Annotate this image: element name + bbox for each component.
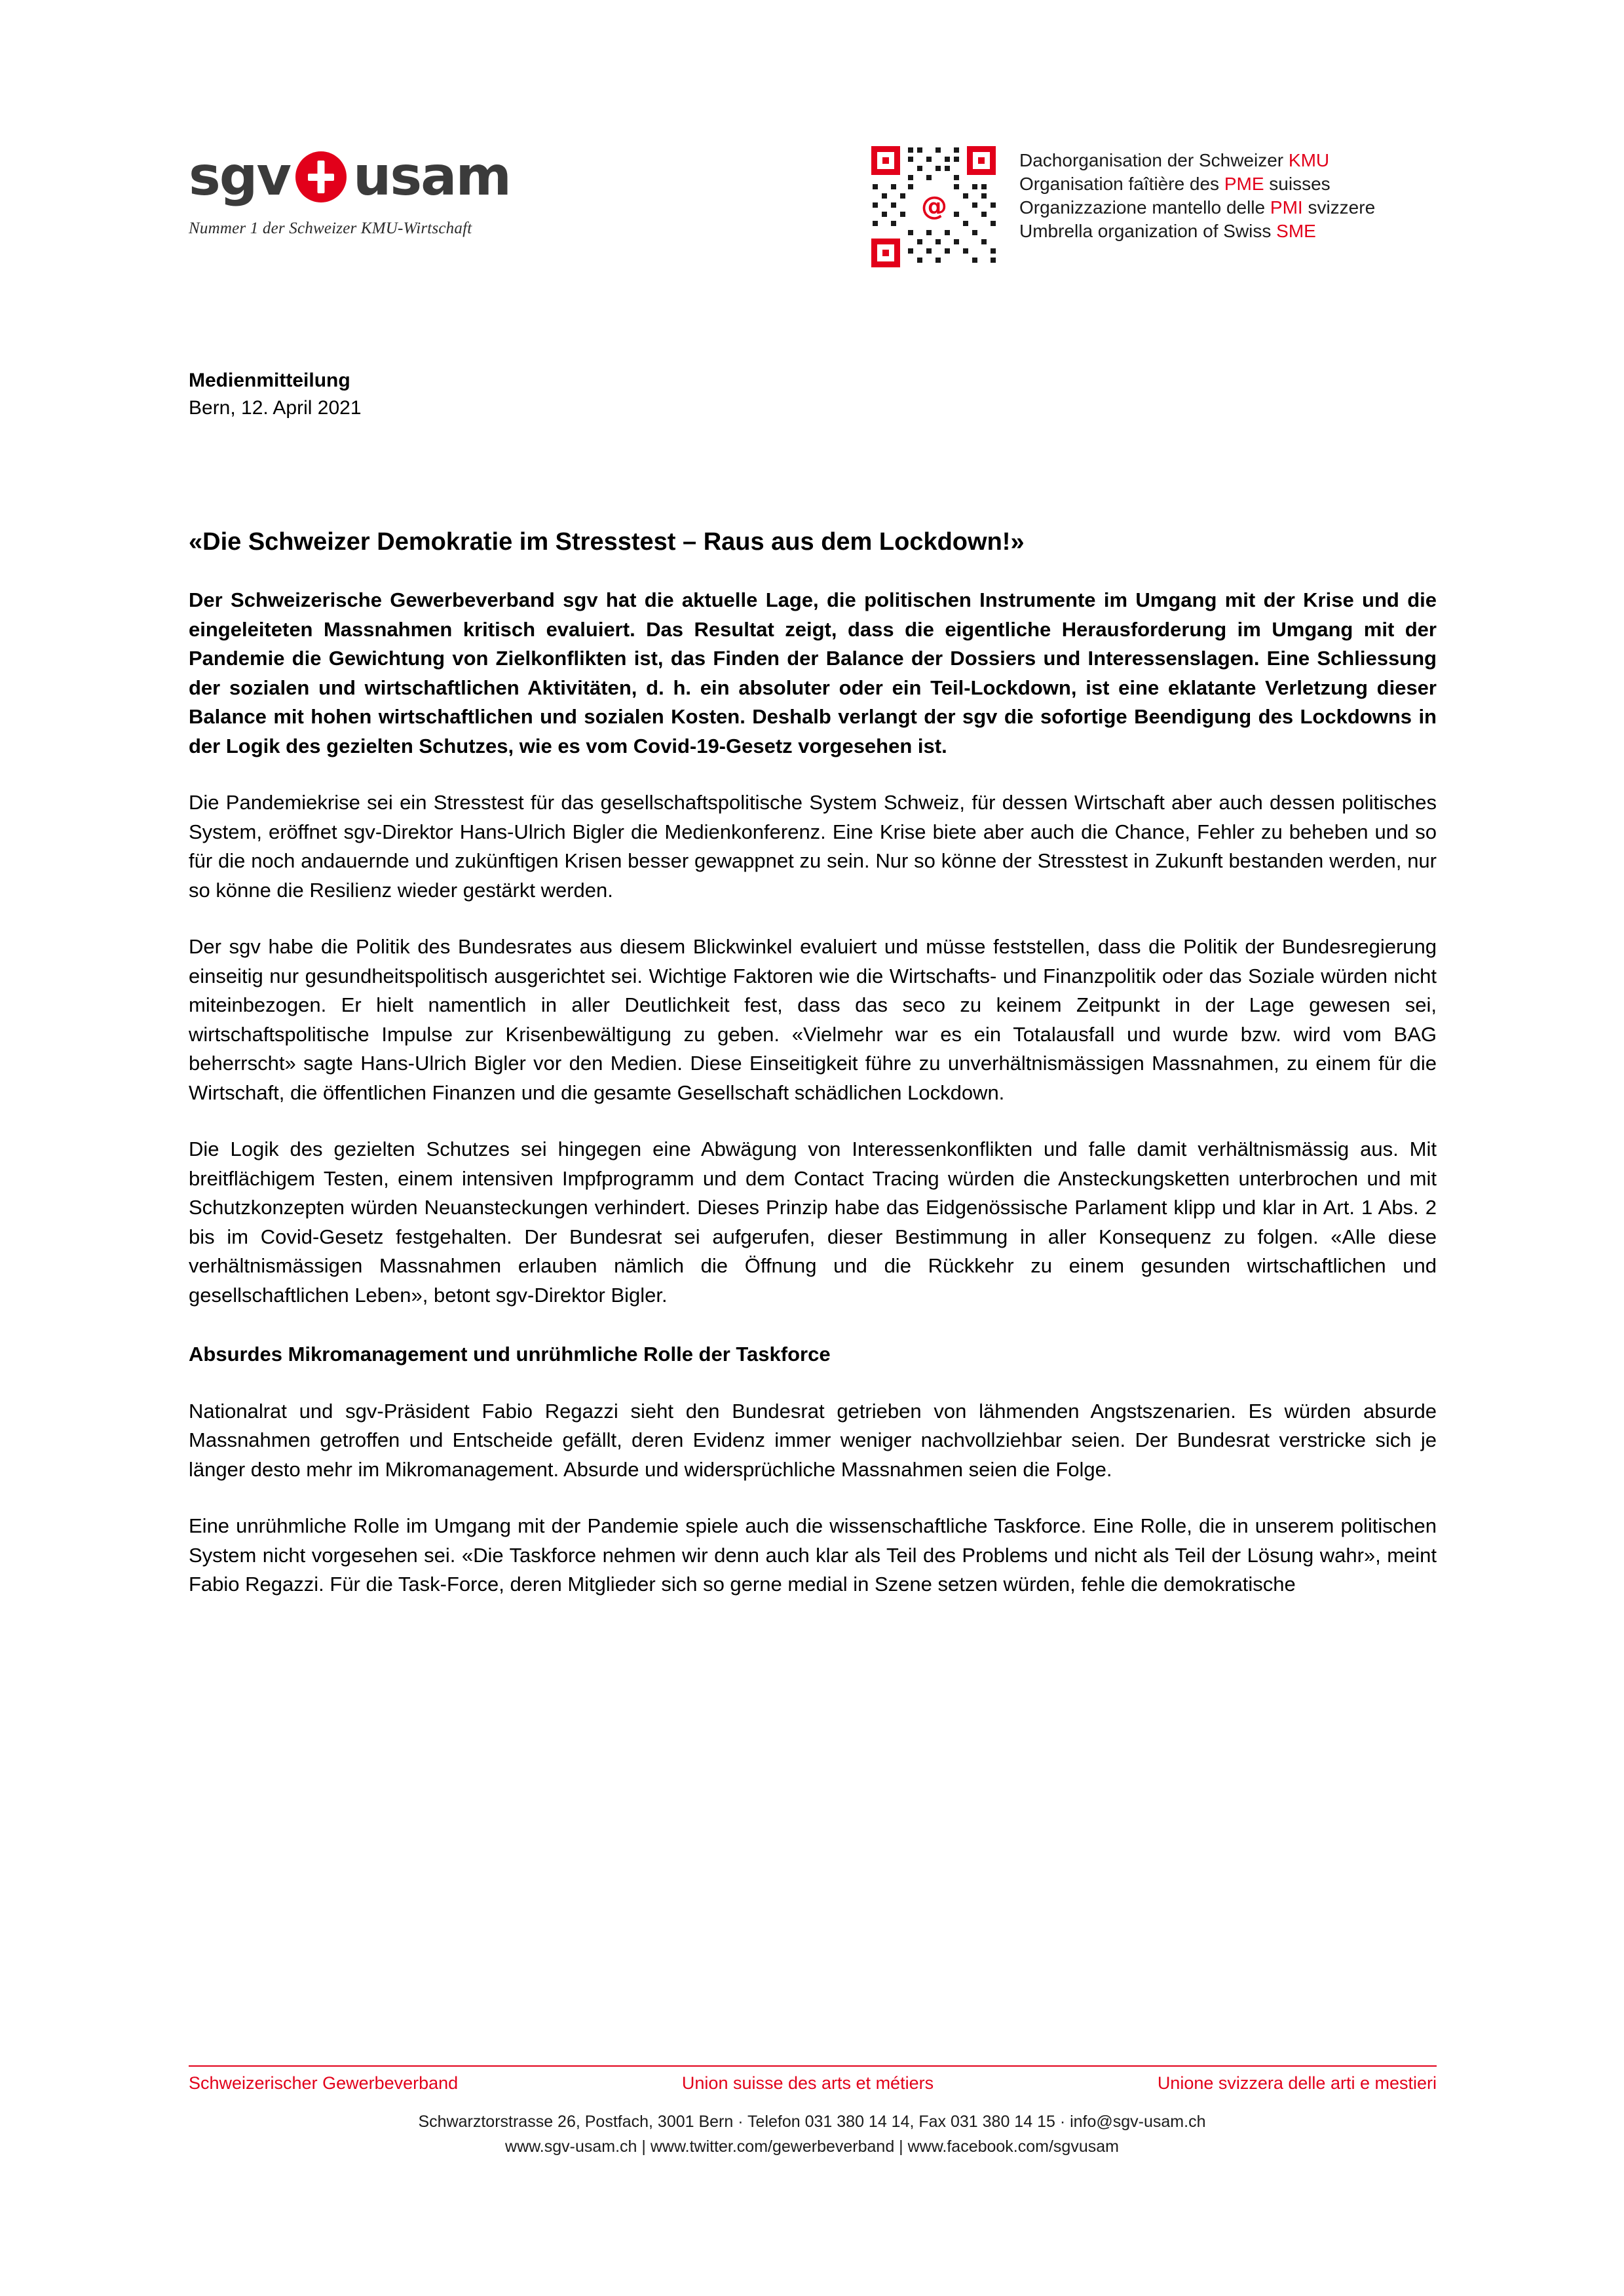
footer-org-de: Schweizerischer Gewerbeverband [189, 2073, 459, 2093]
document-place-date: Bern, 12. April 2021 [189, 397, 362, 419]
logo-tagline: Nummer 1 der Schweizer KMU-Wirtschaft [189, 220, 472, 237]
footer-divider [189, 2065, 1437, 2067]
org-line-de-highlight: KMU [1288, 150, 1330, 170]
section-subheading: Absurdes Mikromanagement und unrühmliche Rolle der Taskforce [189, 1343, 831, 1366]
umbrella-org-languages [1019, 146, 1375, 243]
org-line-fr-post: suisses [1264, 174, 1331, 194]
org-line-de [1019, 149, 1375, 172]
document-meta [189, 367, 1437, 422]
body-paragraph-2: Der sgv habe die Politik des Bundesrates aus diesem Blickwinkel evaluiert und müsse feststellen, dass die Politik der Bundesregierung einseitig nur gesundheitspolitisch ausgerichtet sei. Wichtige Faktoren wie die Wirtschafts- und Finanzpolitik oder das Soziale würden nicht miteinbezogen. Er hielt namentlich in aller Deutlichkeit fest, dass das seco zu keinem Zeitpunkt in der Lage gewesen sei, wirtschaftspolitische Impulse zur Krisenbewältigung zu geben. «Vielmehr war es ein Totalausfall und wurde bzw. wird vom BAG beherrscht» sagte Hans-Ulrich Bigler vor den Medien. Diese Einseitigkeit führe zu unverhältnismässigen Massnahmen, zu einem für die Wirtschaft, die öffentlichen Finanzen und die gesamte Gesellschaft schädlichen Lockdown. [189, 935, 1437, 1104]
body-paragraph-3: Die Logik des gezielten Schutzes sei hingegen eine Abwägung von Interessenkonflikten und falle damit verhältnismässig aus. Mit breitflächigem Testen, einem intensiven Impfprogramm und dem Contact Tracing würden die Ansteckungsketten unterbrochen und mit Schutzkonzepten würden Neuansteckungen verhindert. Dieses Prinzip habe das Eidgenössische Parlament klipp und klar in Art. 1 Abs. 2 bis im Covid-Gesetz festgehalten. Der Bundesrat sei aufgerufen, dieser Bestimmung in aller Konsequenz zu folgen. «Alle diese verhältnismässigen Massnahmen erlauben nämlich die Öffnung und die Rückkehr zu einem gesunden wirtschaftlichen und gesellschaftlichen Leben», betont sgv-Direktor Bigler. [189, 1138, 1437, 1307]
org-line-en-pre: Umbrella organization of Swiss [1019, 221, 1277, 241]
org-line-en-highlight: SME [1276, 221, 1316, 241]
org-line-it-highlight: PMI [1270, 197, 1303, 218]
document-body [189, 367, 1437, 1599]
org-line-de-pre: Dachorganisation der Schweizer [1019, 150, 1289, 170]
footer-org-names [189, 2073, 1437, 2094]
footer-links[interactable]: www.sgv-usam.ch | www.twitter.com/gewerbeverband | www.facebook.com/sgvusam [505, 2137, 1119, 2156]
org-line-fr-highlight: PME [1224, 174, 1264, 194]
logo-word-usam: usam [352, 145, 510, 208]
document-type-label: Medienmitteilung [189, 370, 350, 391]
qr-at-symbol-icon: @ [921, 191, 947, 221]
org-line-fr-pre: Organisation faîtière des [1019, 174, 1224, 194]
qr-and-languages-block [871, 146, 1526, 267]
footer-org-it: Unione svizzera delle arti e mestieri [1157, 2073, 1437, 2093]
logo-wordmark-row [189, 141, 595, 213]
sgv-usam-logo [189, 141, 595, 238]
org-line-en [1019, 220, 1375, 243]
qr-code-icon [871, 146, 996, 267]
org-line-it [1019, 196, 1375, 220]
lead-paragraph: Der Schweizerische Gewerbeverband sgv hat die aktuelle Lage, die politischen Instrumente im Umgang mit der Krise und die eingeleiteten Massnahmen kritisch evaluiert. Das Resultat zeigt, dass die eigentliche Herausforderung im Umgang mit der Pandemie die Gewichtung von Zielkonflikten ist, das Finden der Balance der Dossiers und Interessenslagen. Eine Schliessung der sozialen und wirtschaftlichen Aktivitäten, d. h. ein absoluter oder ein Teil-Lockdown, ist eine eklatante Verletzung dieser Balance mit hohen wirtschaftlichen und sozialen Kosten. Deshalb verlangt der sgv die sofortige Beendigung des Lockdowns in der Logik des gezielten Schutzes, wie es vom Covid-19-Gesetz vorgesehen ist. [189, 588, 1437, 757]
footer-org-fr: Union suisse des arts et métiers [681, 2073, 934, 2093]
org-line-it-pre: Organizzazione mantello delle [1019, 197, 1270, 218]
document-header [0, 141, 1624, 292]
footer-address: Schwarztorstrasse 26, Postfach, 3001 Bern · Telefon 031 380 14 14, Fax 031 380 14 15 · info@sgv-usam.ch [418, 2113, 1206, 2131]
page-title: «Die Schweizer Demokratie im Stresstest – Raus aus dem Lockdown!» [189, 528, 1025, 556]
body-paragraph-5: Eine unrühmliche Rolle im Umgang mit der Pandemie spiele auch die wissenschaftliche Taskforce. Eine Rolle, die in unserem politischen System nicht vorgesehen sei. «Die Taskforce nehmen wir denn auch klar als Teil des Problems und nicht als Teil der Lösung wahr», meint Fabio Regazzi. Für die Task-Force, deren Mitglieder sich so gerne medial in Szene setzen würden, fehle die demokratische [189, 1514, 1437, 1596]
swiss-cross-circle-icon [295, 151, 347, 202]
logo-word-sgv: sgv [189, 145, 290, 208]
body-paragraph-1: Die Pandemiekrise sei ein Stresstest für das gesellschaftspolitische System Schweiz, für dessen Wirtschaft aber auch dessen politisches System, eröffnet sgv-Direktor Hans-Ulrich Bigler die Medienkonferenz. Eine Krise biete aber auch die Chance, Fehler zu beheben und so für die noch andauernde und zukünftigen Krisen besser gewappnet zu sein. Nur so könne der Stresstest in Zukunft bestanden werden, nur so könne die Resilienz wieder gestärkt werden. [189, 791, 1437, 902]
org-line-it-post: svizzere [1302, 197, 1376, 218]
body-paragraph-4: Nationalrat und sgv-Präsident Fabio Regazzi sieht den Bundesrat getrieben von lähmenden Angstszenarien. Es würden absurde Massnahmen getroffen und Entscheide gefällt, deren Evidenz immer weniger nachvollziehbar seien. Der Bundesrat verstricke sich je länger desto mehr im Mikromanagement. Absurde und widersprüchliche Massnahmen seien die Folge. [189, 1399, 1437, 1481]
org-line-fr [1019, 172, 1375, 196]
